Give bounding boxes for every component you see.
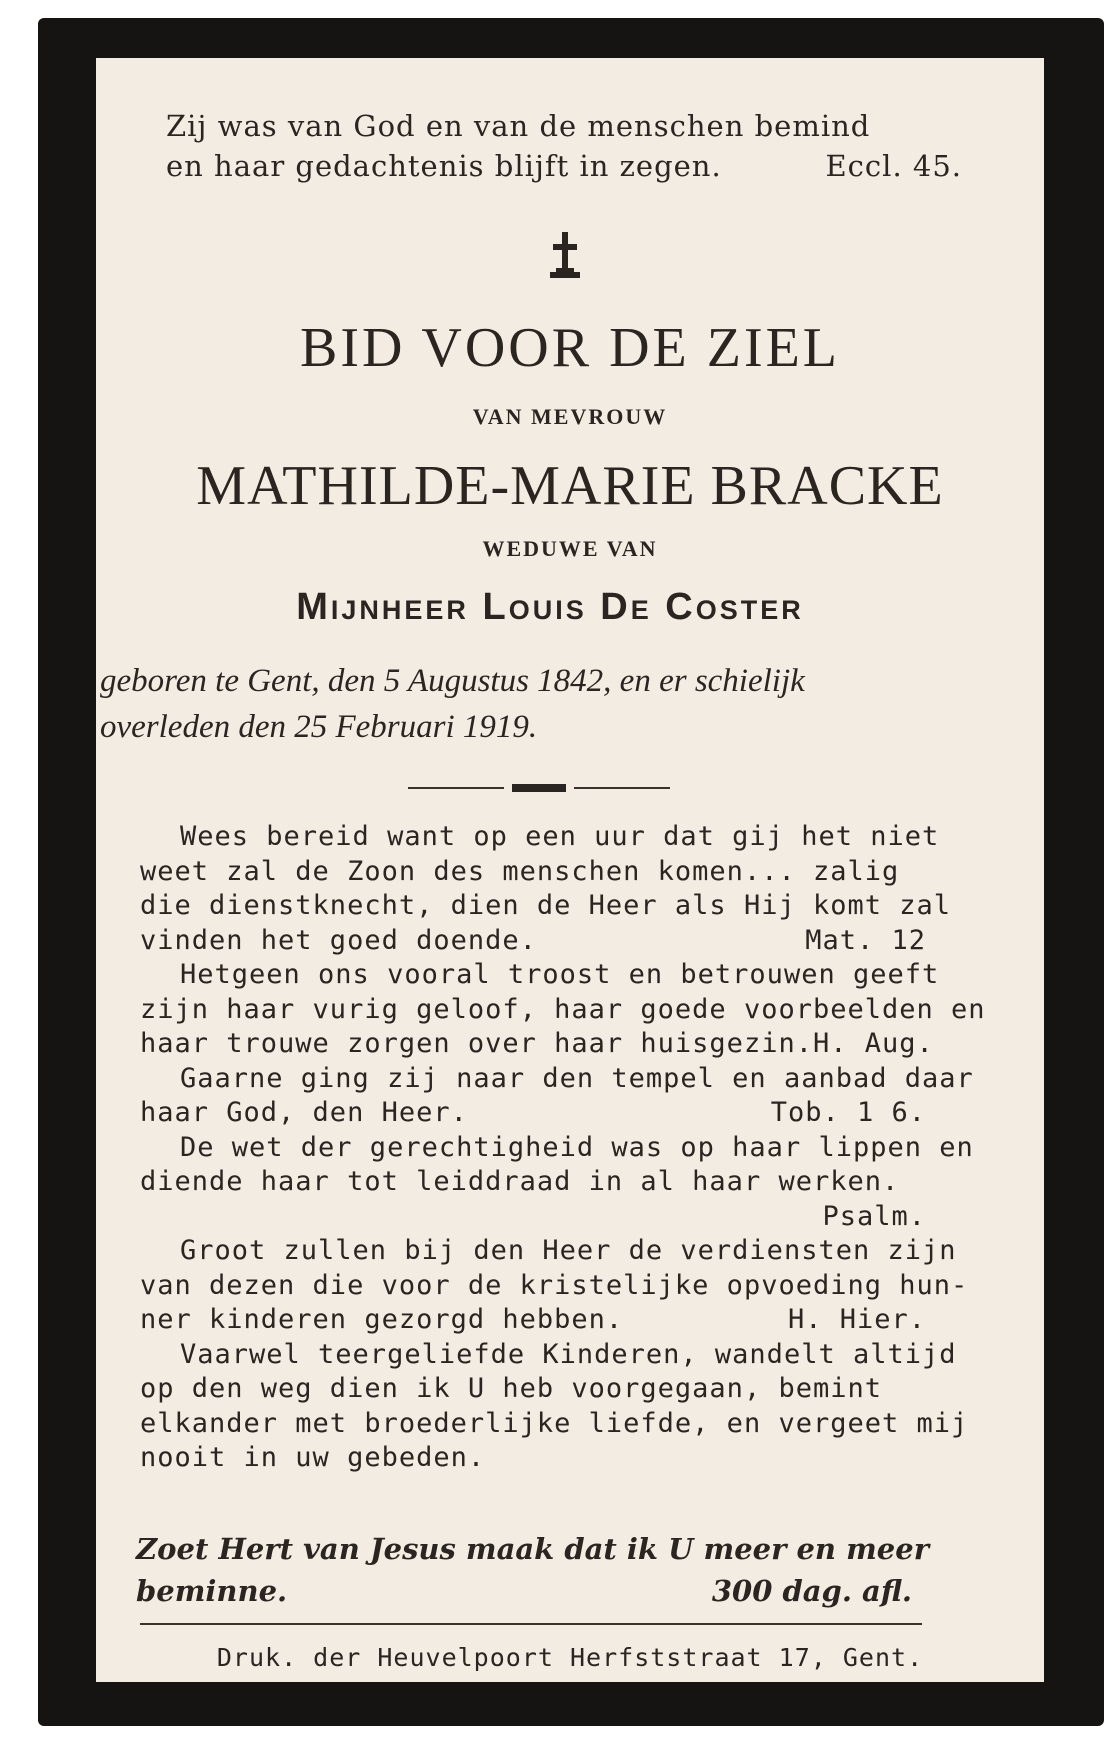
passage-text: op den weg dien ik U heb voorgegaan, bemint	[140, 1373, 882, 1404]
passage-text: van dezen die voor de kristelijke opvoeding hun-	[140, 1269, 969, 1301]
passage-text: ner kinderen gezorgd hebben.	[140, 1304, 624, 1335]
passage-line	[140, 1234, 957, 1269]
passage-text: Vaarwel teergeliefde Kinderen, wandelt altijd	[180, 1338, 957, 1370]
passage-line	[140, 820, 940, 855]
passage-line	[140, 1165, 936, 1200]
husband-name: Mijnheer Louis De Coster	[296, 586, 804, 628]
ornamental-divider	[408, 783, 670, 793]
epigraph-line-1	[166, 106, 976, 146]
passage-reference: Psalm.	[822, 1200, 926, 1232]
epigraph-text-2: en haar gedachtenis blijft in zegen.	[166, 149, 722, 183]
epigraph	[166, 106, 976, 186]
heading-weduwe-van: WEDUWE VAN	[482, 536, 658, 561]
passage-text: Hetgeen ons vooral troost en betrouwen geeft	[180, 959, 940, 990]
passage-line	[140, 958, 940, 993]
prayer-line-2	[136, 1570, 936, 1612]
epigraph-reference: Eccl. 45.	[825, 149, 962, 183]
passage-line	[140, 1096, 936, 1131]
prayer-text: Zoet Hert van Jesus maak dat ik U meer en meer	[136, 1532, 929, 1566]
passage-text: haar trouwe zorgen over haar huisgezin.	[140, 1028, 813, 1059]
passage-line	[140, 1441, 936, 1476]
birth-line-1: geboren te Gent, den 5 Augustus 1842, en er schielijk	[100, 663, 805, 699]
printer-credit: Druk. der Heuvelpoort Herfststraat 17, Gent.	[216, 1643, 924, 1672]
epigraph-text-1: Zij was van God en van de menschen bemind	[166, 109, 871, 143]
passage-text: zijn haar vurig geloof, haar goede voorbeelden en	[140, 993, 986, 1025]
passage-line	[140, 1407, 969, 1442]
divider-center-bar	[512, 784, 566, 792]
passage-line	[140, 1269, 969, 1304]
passage-text: elkander met broederlijke liefde, en vergeet mij	[140, 1407, 969, 1439]
passage-text: Gaarne ging zij naar den tempel en aanbad daar	[180, 1062, 974, 1094]
passage-line	[140, 993, 986, 1028]
heading-bid-voor-de-ziel: BID VOOR DE ZIEL	[299, 317, 841, 379]
indulgence-note: 300 dag. afl.	[711, 1574, 912, 1608]
passage-line	[140, 924, 936, 959]
passage-text: diende haar tot leiddraad in al haar werken.	[140, 1166, 900, 1197]
heading-van-mevrouw: VAN MEVROUW	[472, 404, 668, 429]
prayer-card	[96, 58, 1044, 1682]
passage-reference: H. Hier.	[787, 1304, 926, 1335]
passage-line	[140, 1200, 936, 1235]
passage-text: Wees bereid want op een uur dat gij het niet	[180, 821, 940, 852]
passage-line	[140, 1027, 936, 1062]
birth-death-info	[100, 658, 1040, 750]
passage-line	[140, 1338, 957, 1373]
passage-reference: Mat. 12	[805, 924, 926, 956]
passage-text: vinden het goed doende.	[140, 924, 537, 956]
prayer-line-1	[136, 1528, 936, 1570]
passage-text: die dienstknecht, dien de Heer als Hij komt zal	[140, 890, 952, 921]
mourning-card-border	[38, 18, 1104, 1726]
scripture-passages	[140, 820, 986, 1476]
birth-line-2: overleden den 25 Februari 1919.	[100, 709, 538, 745]
divider-line-left	[408, 787, 504, 789]
passage-text: haar God, den Heer.	[140, 1097, 468, 1128]
passage-line	[140, 1131, 974, 1166]
passage-text: Groot zullen bij den Heer de verdiensten zijn	[180, 1235, 957, 1266]
passage-text: De wet der gerechtigheid was op haar lippen en	[180, 1131, 974, 1163]
divider-line-right	[574, 787, 670, 789]
passage-line	[140, 1062, 974, 1097]
passage-line	[140, 855, 936, 890]
cross-icon	[548, 230, 582, 280]
passage-text: weet zal de Zoon des menschen komen... zalig	[140, 855, 900, 887]
footer-rule	[140, 1623, 922, 1625]
passage-reference: H. Aug.	[812, 1028, 934, 1059]
epigraph-line-2	[166, 146, 976, 186]
closing-prayer	[136, 1528, 936, 1612]
passage-text: nooit in uw gebeden.	[140, 1442, 486, 1473]
passage-line	[140, 1372, 936, 1407]
prayer-text: beminne.	[136, 1574, 288, 1608]
passage-reference: Tob. 1 6.	[770, 1097, 926, 1128]
deceased-name: MATHILDE-MARIE BRACKE	[196, 455, 944, 517]
passage-line	[140, 1303, 936, 1338]
passage-line	[140, 889, 952, 924]
